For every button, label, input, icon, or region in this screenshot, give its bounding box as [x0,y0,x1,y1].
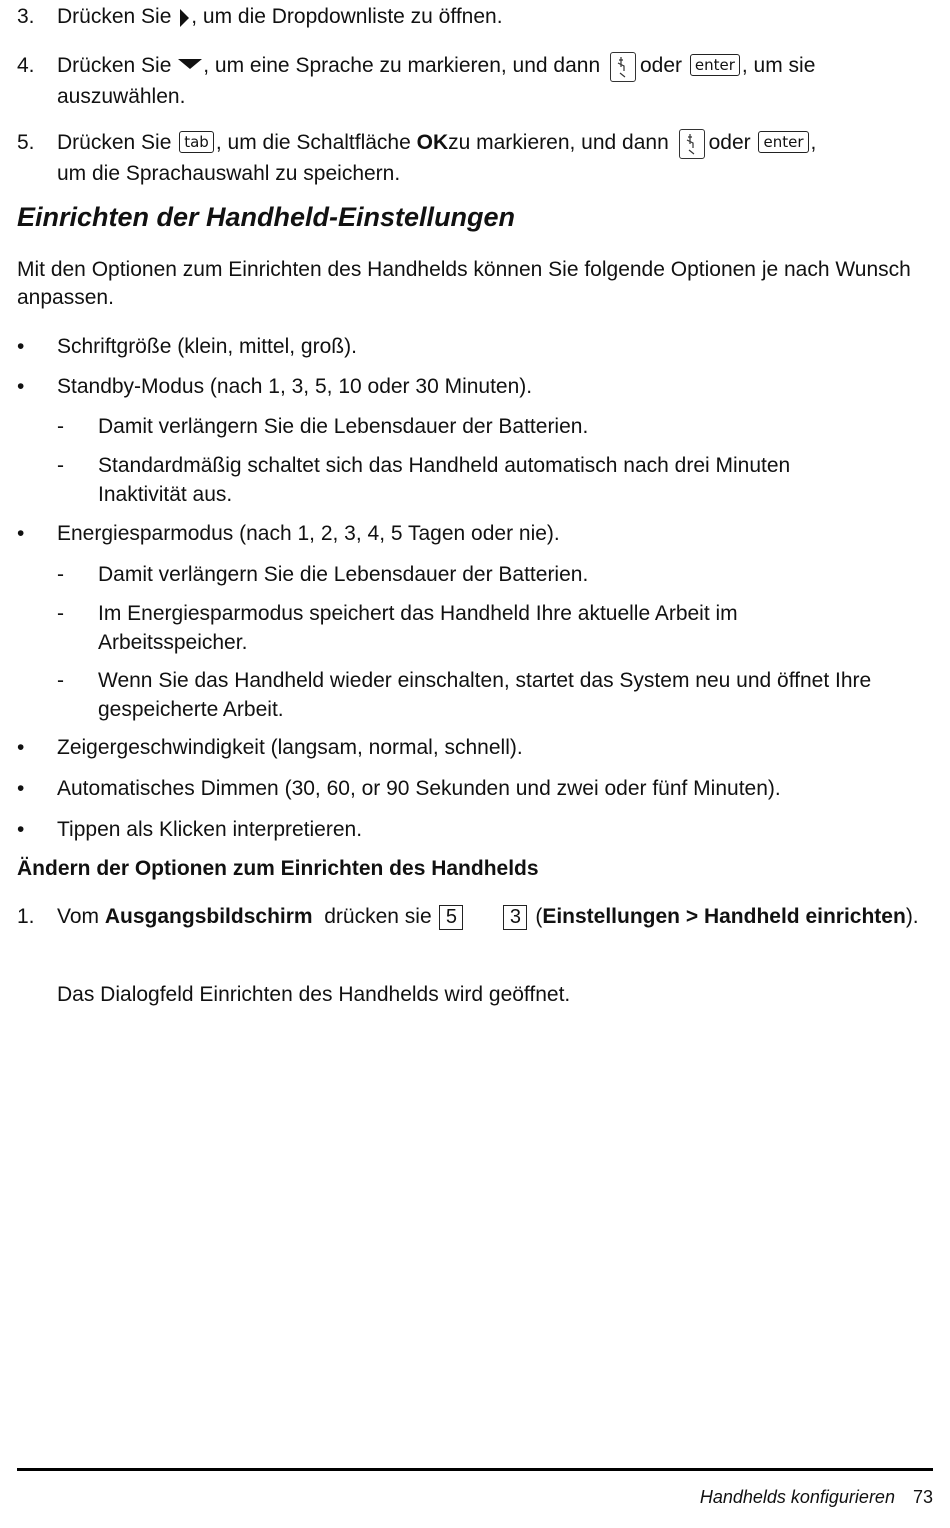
click-key-icon [679,129,705,159]
page-number: 73 [912,1487,933,1507]
key-3: 3 [503,905,527,930]
intro-paragraph: Mit den Optionen zum Einrichten des Handhelds können Sie folgende Optionen je nach Wunsch anpassen. [17,258,911,309]
subsection-heading: Ändern der Optionen zum Einrichten des Handhelds [17,857,539,880]
key-5: 5 [439,905,463,930]
section-heading: Einrichten der Handheld-Einstellungen [17,202,516,232]
enter-key: enter [690,54,740,76]
tab-key: tab [179,131,214,153]
right-arrow-icon [177,8,191,28]
footer-title: Handhelds konfigurieren [699,1487,895,1507]
page-footer [700,1485,933,1509]
click-key-icon [610,52,636,82]
enter-key: enter [758,131,808,153]
down-arrow-icon [177,57,203,71]
footer-rule [17,1468,933,1471]
